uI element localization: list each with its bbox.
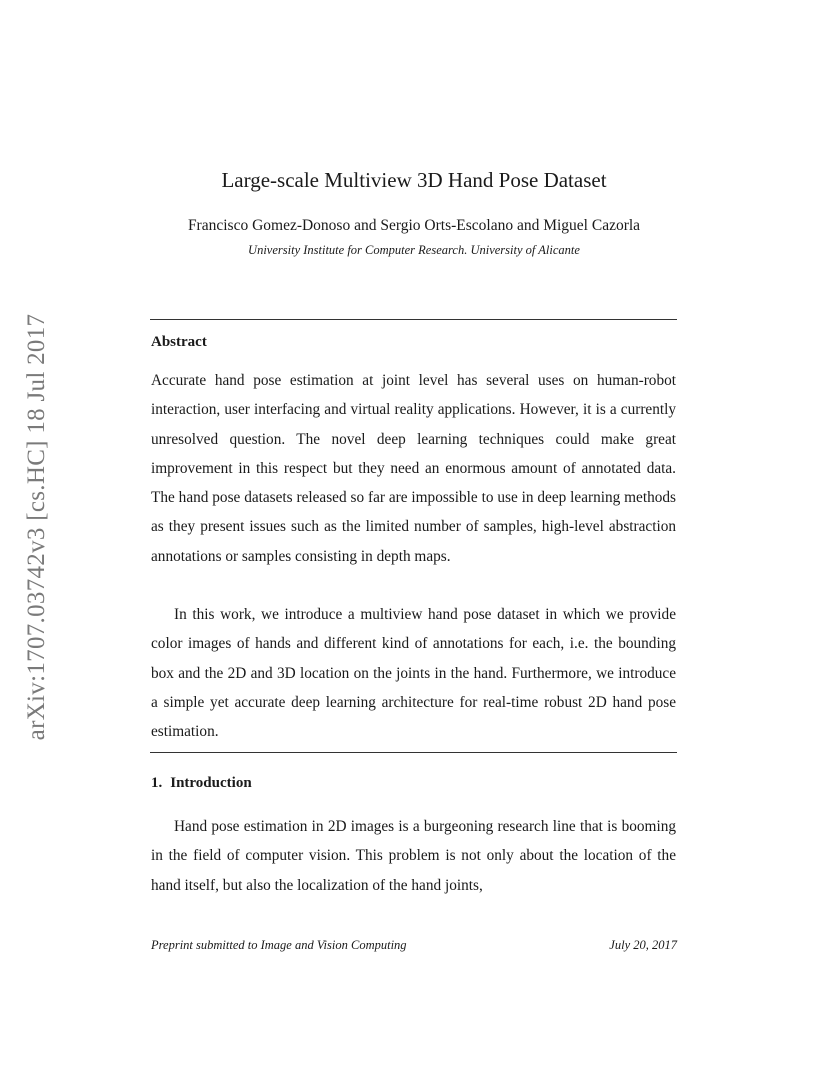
section-title: Introduction <box>170 775 252 791</box>
abstract-heading: Abstract <box>151 334 207 350</box>
abstract-paragraph-1-text: Accurate hand pose estimation at joint level has several uses on human-robot interaction, user interfacing and virtual reality applications. However, it is a currently unresolved question. The novel deep learning techniques could make great improvement in this respect but they need an enormous amount of annotated data. The hand pose datasets released so far are impossible to use in deep learning methods as they present issues such as the limited number of samples, high-level abstraction annotations or samples consisting in depth maps. <box>151 372 676 565</box>
abstract-bottom-rule <box>150 752 677 753</box>
paper-title: Large-scale Multiview 3D Hand Pose Dataset <box>221 168 607 192</box>
introduction-paragraph <box>151 812 676 900</box>
section-heading-introduction <box>151 773 252 793</box>
introduction-paragraph-text: Hand pose estimation in 2D images is a burgeoning research line that is booming in the field of computer vision. This problem is not only about the location of the hand itself, but also the localization of the hand joints, <box>151 818 676 894</box>
footer-date: July 20, 2017 <box>609 938 677 952</box>
arxiv-identifier-stamp: arXiv:1707.03742v3 [cs.HC] 18 Jul 2017 <box>23 313 50 741</box>
footer-preprint-note: Preprint submitted to Image and Vision Computing <box>151 938 407 952</box>
paper-authors: Francisco Gomez-Donoso and Sergio Orts-Escolano and Miguel Cazorla <box>187 217 641 234</box>
abstract-paragraph-1 <box>151 366 676 571</box>
paper-affiliation: University Institute for Computer Research. University of Alicante <box>248 243 580 257</box>
abstract-paragraph-2-text: In this work, we introduce a multiview hand pose dataset in which we provide color images of hands and different kind of annotations for each, i.e. the bounding box and the 2D and 3D location on the joints in the hand. Furthermore, we introduce a simple yet accurate deep learning architecture for real-time robust 2D hand pose estimation. <box>151 606 676 741</box>
abstract-top-rule <box>150 319 677 320</box>
section-number: 1. <box>151 775 163 791</box>
abstract-paragraph-2 <box>151 600 676 746</box>
